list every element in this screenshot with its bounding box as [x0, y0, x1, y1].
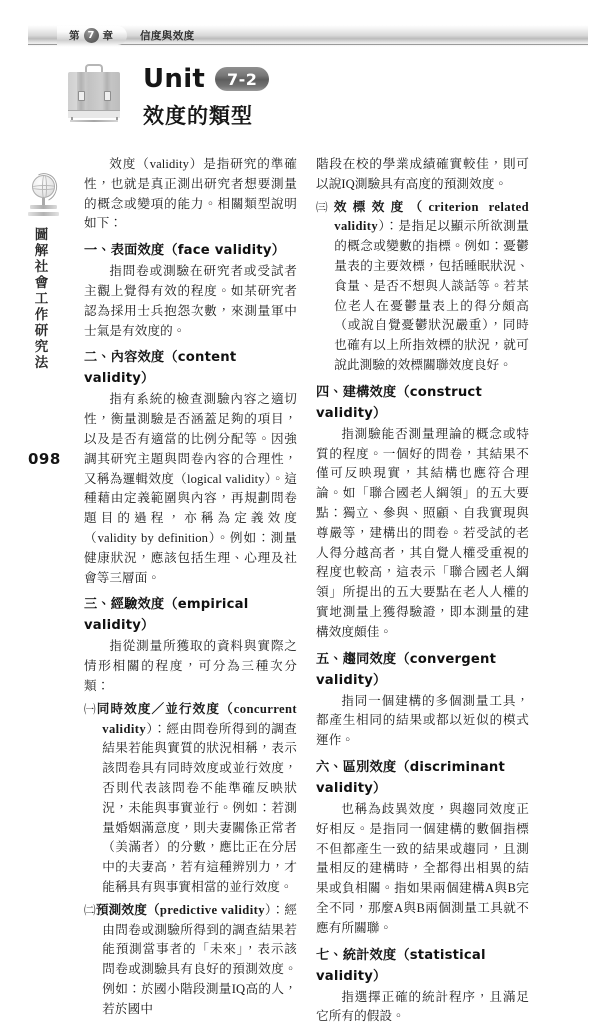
globe-icon — [24, 175, 64, 221]
column-right — [316, 155, 529, 1028]
heading-statistical-validity: 七、統計效度（statistical validity） — [316, 947, 486, 984]
chapter-word: 第 — [69, 30, 80, 42]
chapter-title: 信度與效度 — [140, 30, 195, 42]
intro-paragraph: 效度（validity）是指研究的準確性，也就是真正測出研究者想要測量的概念或變項的能力。相關類型說明如下： — [84, 157, 297, 231]
subitem-label-3: 效標效度（ — [333, 198, 429, 214]
subitem-predictive-validity — [84, 900, 297, 1020]
subitem-concurrent-validity — [84, 699, 297, 898]
subitem-text-3: ）：是指足以顯示所欲測量的概念或變數的指標。例如：憂鬱量表的主要效標，包括睡眠狀況、食量、是否不想與人談話等。若某位老人在憂鬱量表上的得分頗高（或說自覺憂鬱狀況嚴重），同時也確有以上所指效標的狀況，就可說此測驗的效標關聯效度良好。 — [334, 219, 529, 372]
chapter-number-badge: 7 — [84, 28, 99, 43]
book-title-vertical: 圖解社會工作研究法 — [31, 227, 48, 371]
unit-header — [66, 62, 366, 140]
heading-discriminant-validity: 六、區別效度（discriminant validity） — [316, 759, 506, 796]
heading-content-validity: 二、內容效度（content validity） — [84, 350, 237, 387]
heading-convergent-validity: 五、趨同效度（convergent validity） — [316, 651, 497, 688]
subitem-criterion-validity — [316, 197, 529, 376]
subitem-label-2: 預測效度（ — [95, 901, 160, 917]
subitem-english-1: concurrent validity — [102, 701, 298, 736]
heading-empirical-validity: 三、經驗效度（empirical validity） — [84, 597, 249, 634]
column-left — [84, 155, 297, 1020]
paragraph-continuation: 階段在校的學業成績確實較佳，則可以說IQ測驗具有高度的預測效度。 — [316, 157, 529, 191]
subitem-english-3: criterion related validity — [334, 199, 529, 234]
subitem-text-1: ）：經由問卷所得到的調查結果若能與實質的狀況相稱，表示該問卷具有同時效度或並行效度，否則代表該問卷不能準確反映狀況，未能與事實並行。例如：若測量婚姻滿意度，則夫妻關係正常者（美滿者）的分數，應比正在分居中的夫妻高，若有這種辨別力，才能稱具有與事實相當的並行效度。 — [102, 721, 297, 894]
paragraph-content-validity: 指有系統的檢查測驗內容之適切性，衡量測驗是否涵蓋足夠的項目，以及是否有適當的比例分配等。因強調其研究主題與問卷內容的合理性，又稱為邏輯效度（logical validity）。這種藉由定義範圍與內容，再規劃問卷題目的過程，亦稱為定義效度（validity by definition）。例如：測量健康狀況，應該包括生理、心理及社會等三層面。 — [84, 392, 297, 585]
unit-label-row — [143, 64, 269, 94]
briefcase-icon — [66, 64, 122, 126]
paragraph-empirical-validity: 指從測量所獲取的資料與實際之情形相關的程度，可分為三種次分類： — [84, 639, 297, 693]
paragraph-construct-validity: 指測驗能否測量理論的概念或特質的程度。一個好的問卷，其結果不僅可反映現實，其結構也應符合理論。如「聯合國老人綱領」的五大要點：獨立、參與、照顧、自我實現與尊嚴等，建構出的問卷。若受試的老人得分越高者，其自覺人權受重視的程度也較高，這表示「聯合國老人綱領」所提出的五大要點在老人人權的實地測量上獲得驗證，即本測量的建構效度頗佳。 — [316, 426, 529, 639]
chapter-unit-word: 章 — [102, 30, 113, 42]
subitem-marker-2: ㈡ — [84, 903, 96, 917]
subitem-text-2: ）：經由問卷或測驗所得到的調查結果若能預測當事者的「未來」，表示該問卷或測驗具有良好的預測效度。例如：於國小階段測量IQ高的人，若於國中 — [102, 902, 298, 1016]
unit-number-badge: 7-2 — [215, 67, 269, 91]
body-columns — [84, 155, 584, 1024]
heading-construct-validity: 四、建構效度（construct validity） — [316, 384, 482, 421]
page-number: 098 — [28, 450, 61, 468]
paragraph-statistical-validity: 指選擇正確的統計程序，且滿足它所有的假設。 — [316, 989, 529, 1024]
paragraph-convergent-validity: 指同一個建構的多個測量工具，都產生相同的結果或都以近似的模式運作。 — [316, 693, 529, 748]
subitem-marker-3: ㈢ — [316, 200, 334, 214]
page-header — [0, 25, 600, 47]
subitem-marker-1: ㈠ — [84, 702, 97, 716]
subitem-label-1: 同時效度／並行效度（ — [96, 700, 234, 716]
unit-label: Unit — [143, 64, 206, 94]
unit-subtitle: 效度的類型 — [143, 104, 253, 128]
sidebar — [14, 175, 72, 535]
paragraph-discriminant-validity: 也稱為歧異效度，與趨同效度正好相反。是指同一個建構的數個指標不但都產生一致的結果或趨同，且測量相反的建構時，全都得出相異的結果或負相關。指如果兩個建構A與B完全不同，那麼A與B兩個測量工具就不應有所關聯。 — [316, 801, 529, 935]
subitem-english-2: predictive validity — [159, 902, 265, 917]
heading-face-validity: 一、表面效度（face validity） — [84, 243, 286, 259]
chapter-tab — [57, 26, 127, 45]
paragraph-face-validity: 指問卷或測驗在研究者或受試者主觀上覺得有效的程度。如某研究者認為採用士兵抱怨次數，來測量軍中士氣是有效度的。 — [84, 264, 297, 338]
